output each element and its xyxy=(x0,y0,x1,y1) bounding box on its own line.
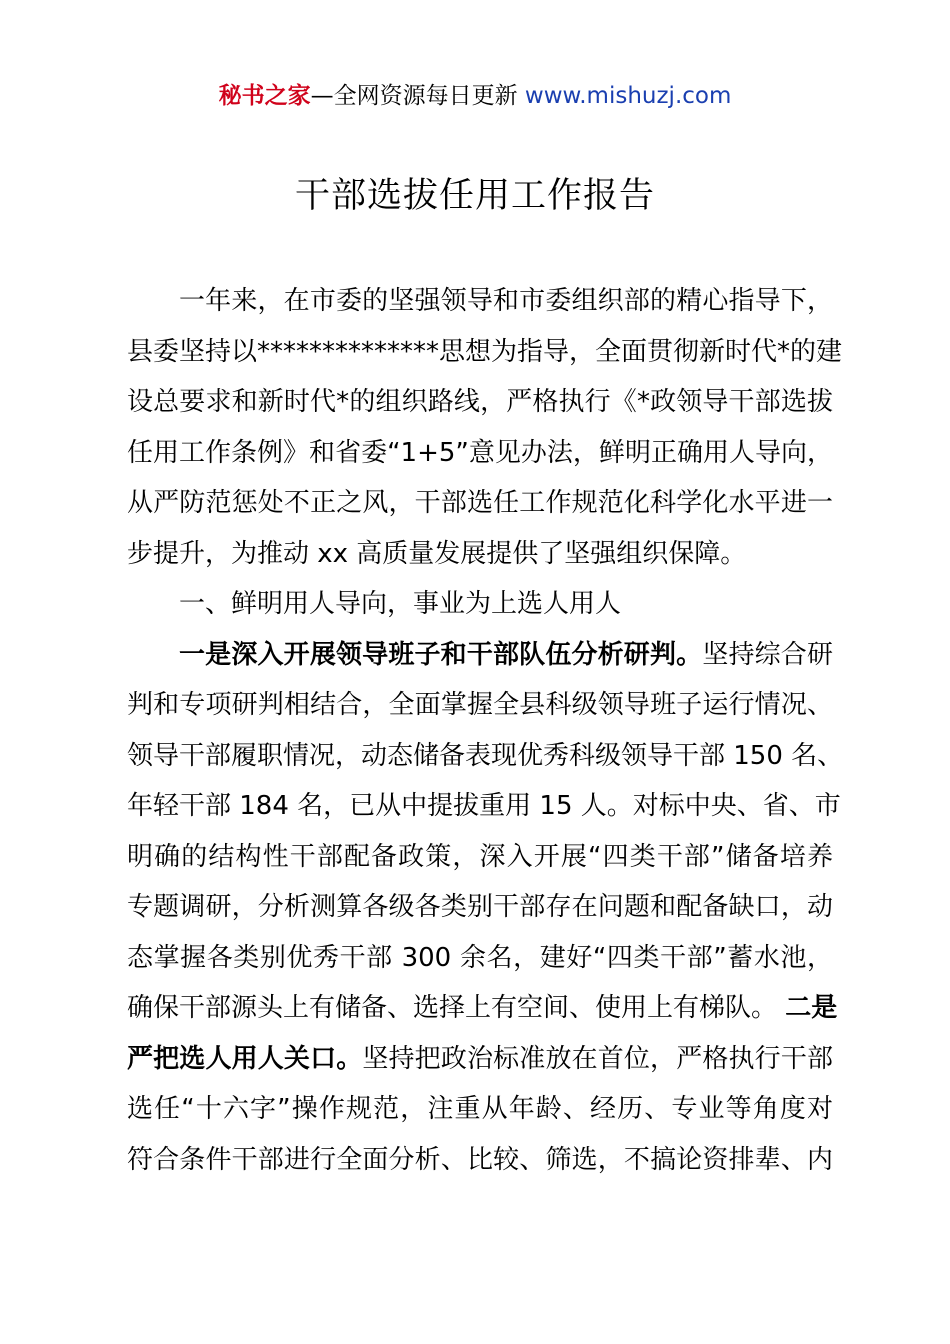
section-heading: 一、鲜明用人导向，事业为上选人用人 xyxy=(179,589,622,619)
text-line: 设总要求和新时代*的组织路线，严格执行《*政领导干部选拔 xyxy=(127,387,833,417)
site-header xyxy=(0,78,950,114)
text-line: 判和专项研判相结合，全面掌握全县科级领导班子运行情况、 xyxy=(127,690,833,720)
text-line: 县委坚持以**************思想为指导，全面贯彻新时代*的建 xyxy=(127,336,843,367)
document-title: 干部选拔任用工作报告 xyxy=(294,176,655,216)
site-url-link[interactable]: www.mishuzj.com xyxy=(524,83,732,109)
site-tagline: —全网资源每日更新 xyxy=(310,83,525,109)
text-line: 从严防范惩处不正之风，干部选任工作规范化科学化水平进一 xyxy=(127,488,833,518)
bold-lead-phrase: 二是 xyxy=(785,993,838,1023)
text-line: 专题调研，分析测算各级各类别干部存在问题和配备缺口，动 xyxy=(127,892,833,922)
text-line: 符合条件干部进行全面分析、比较、筛选，不搞论资排辈、内 xyxy=(127,1144,833,1175)
bold-lead-phrase: 一是深入开展领导班子和干部队伍分析研判。 xyxy=(179,639,703,670)
bold-lead-phrase: 严把选人用人关口。 xyxy=(127,1043,363,1074)
text-line xyxy=(127,630,833,681)
text-fragment: 坚持把政治标准放在首位，严格执行干部 xyxy=(362,1043,833,1074)
text-line: 态掌握各类别优秀干部 300 余名，建好“四类干部”蓄水池， xyxy=(127,942,833,973)
text-line: 任用工作条例》和省委“1+5”意见办法，鲜明正确用人导向， xyxy=(127,437,833,468)
site-brand: 秘书之家 xyxy=(218,83,311,109)
text-line: 步提升，为推动 xx 高质量发展提供了坚强组织保障。 xyxy=(127,538,747,569)
text-line xyxy=(127,1034,833,1085)
text-line: 明确的结构性干部配备政策，深入开展“四类干部”储备培养 xyxy=(127,841,833,872)
text-fragment: 确保干部源头上有储备、选择上有空间、使用上有梯队。 xyxy=(127,993,778,1023)
text-line: 选任“十六字”操作规范，注重从年龄、经历、专业等角度对 xyxy=(127,1094,833,1124)
text-line: 年轻干部 184 名，已从中提拔重用 15 人。对标中央、省、市 xyxy=(127,791,841,821)
text-line: 领导干部履职情况，动态储备表现优秀科级领导干部 150 名、 xyxy=(127,740,844,771)
text-line: 一年来，在市委的坚强领导和市委组织部的精心指导下， xyxy=(179,286,833,316)
document-body xyxy=(127,276,844,1185)
text-fragment: 坚持综合研 xyxy=(702,639,833,670)
text-line xyxy=(127,983,838,1034)
